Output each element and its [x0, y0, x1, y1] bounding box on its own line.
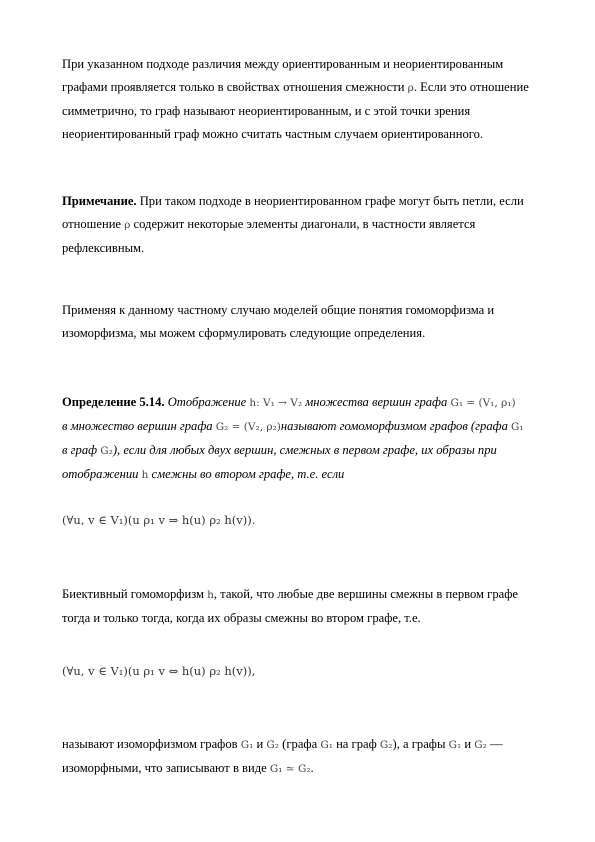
p3-line1: Применяя к данному частному случаю моделей общие понятия гомоморфизма и — [62, 303, 495, 317]
homomorphism-formula: (∀u, v ∈ V₁)(u ρ₁ v ⇒ h(u) ρ₂ h(v)). — [62, 513, 256, 527]
p6-text-i: . — [310, 761, 314, 775]
def-text-6: ), если для любых двух вершин, смежных в первом графе, их образы при — [112, 443, 497, 457]
note-heading: Примечание. — [62, 194, 137, 208]
p5-line1-tail: , такой, что любые две вершины смежны в первом графе — [213, 587, 518, 601]
p6-text-g: — — [486, 737, 503, 751]
definition-5-14 — [62, 391, 562, 487]
rho-symbol: ρ — [407, 82, 414, 94]
p5-line2: тогда и только тогда, когда их образы смежны во втором графе, т.е. — [62, 611, 421, 625]
def-text-8: смежны во втором графе, т.е. если — [148, 467, 345, 481]
g2-symbol: G₂ — [474, 739, 487, 751]
rho-symbol: ρ — [124, 219, 131, 231]
p6-line1 — [62, 733, 562, 757]
def-line2 — [62, 415, 562, 439]
p5-line1 — [62, 583, 562, 607]
def-text-2: множества вершин графа — [302, 395, 451, 409]
p6-text-h: изоморфными, что записывают в виде — [62, 761, 270, 775]
p2-line2-tail: содержит некоторые элементы диагонали, в частности является — [130, 217, 476, 231]
p2-line2 — [62, 213, 562, 237]
g1-symbol: G₁ — [240, 739, 254, 751]
g2-symbol: G₂ — [379, 739, 393, 751]
p6-text-f: и — [461, 737, 475, 751]
p6-line2 — [62, 757, 562, 781]
g1-symbol: G₁ — [320, 739, 333, 751]
map-formula: h: V₁ → V₂ — [249, 397, 303, 409]
paragraph-intro — [62, 299, 562, 345]
g1-symbol: G₁ — [448, 739, 462, 751]
paragraph-adjacency — [62, 53, 562, 146]
p2-line1-text: При таком подходе в неориентированном графе могут быть петли, если — [136, 194, 524, 208]
paragraph-bijective — [62, 583, 562, 630]
isomorphic-formula: G₁ ≃ G₂ — [269, 763, 311, 775]
p2-line2-text: отношение — [62, 217, 122, 231]
definition-heading: Определение 5.14. — [62, 395, 165, 409]
p1-line3: симметрично, то граф называют неориентированным, и с этой точки зрения — [62, 104, 471, 118]
p2-line1 — [62, 190, 562, 213]
def-text-4: называют гомоморфизмом графов (графа — [280, 419, 512, 433]
p6-text-b: и — [253, 737, 267, 751]
p6-text-d: на граф — [332, 737, 380, 751]
p1-line2 — [62, 76, 562, 100]
paragraph-isomorphism — [62, 733, 562, 781]
def-line3 — [62, 439, 562, 463]
graph-g2-formula: G₂ = (V₂, ρ₂) — [215, 421, 281, 433]
h-symbol: h — [141, 469, 149, 481]
def-text-3: в множество вершин графа — [62, 419, 216, 433]
p3-line2: изоморфизма, мы можем сформулировать следующие определения. — [62, 326, 426, 340]
h-symbol: h — [207, 589, 214, 601]
p1-line2-tail: . Если это отношение — [413, 80, 529, 94]
p5-line1-text: Биективный гомоморфизм — [62, 587, 208, 601]
paragraph-note — [62, 190, 562, 260]
def-text-7: отображении — [62, 467, 142, 481]
isomorphism-formula: (∀u, v ∈ V₁)(u ρ₁ v ⇔ h(u) ρ₂ h(v)), — [62, 664, 256, 678]
def-line1 — [62, 391, 562, 415]
def-text-5: в граф — [62, 443, 101, 457]
p6-text-c: (графа — [279, 737, 321, 751]
p2-line3: рефлексивным. — [62, 241, 145, 255]
graph-g1-formula: G₁ = (V₁, ρ₁) — [450, 397, 516, 409]
g2-symbol: G₂ — [100, 445, 113, 457]
p1-line4: неориентированный граф можно считать частным случаем ориентированного. — [62, 127, 484, 141]
p6-text-a: называют изоморфизмом графов — [62, 737, 241, 751]
g1-symbol: G₁ — [511, 421, 524, 433]
p6-text-e: ), а графы — [392, 737, 449, 751]
p1-line1: При указанном подходе различия между ориентированным и неориентированным — [62, 57, 504, 71]
def-text-1: Отображение — [164, 395, 250, 409]
p1-line2-text: графами проявляется только в свойствах отношения смежности — [62, 80, 405, 94]
def-line4 — [62, 463, 562, 487]
g2-symbol: G₂ — [266, 739, 280, 751]
